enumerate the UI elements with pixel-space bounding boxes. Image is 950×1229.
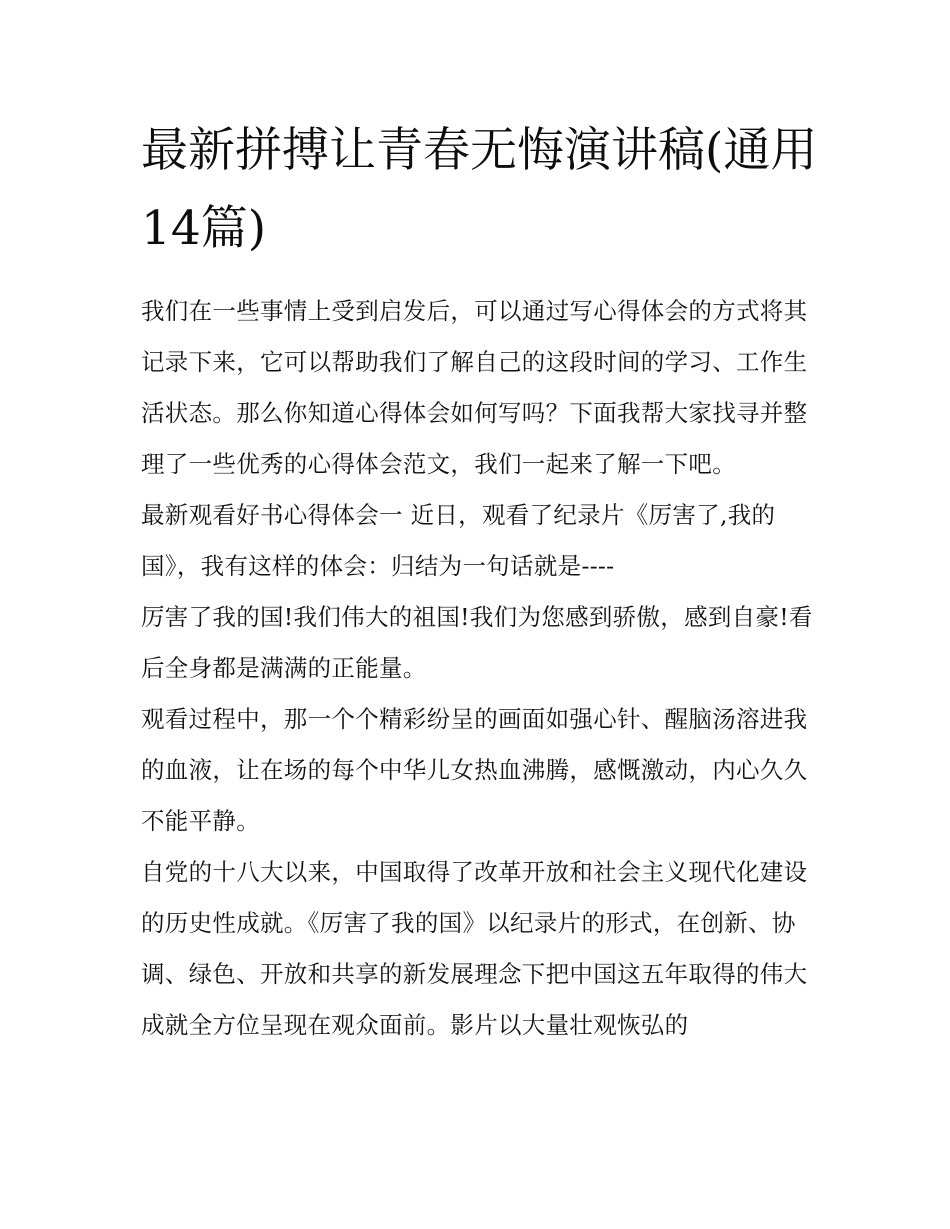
paragraph-opening: 最新观看好书心得体会一 近日，观看了纪录片《厉害了,我的国》，我有这样的体会：归结为一句话就是---- xyxy=(141,501,776,580)
document-title: 最新拼搏让青春无悔演讲稿(通用14篇) xyxy=(141,123,818,256)
document-body xyxy=(141,112,821,1051)
paragraph-viewing: 观看过程中，那一个个精彩纷呈的画面如强心针、醒脑汤溶进我的血液，让在场的每个中华儿女热血沸腾，感慨激动，内心久久不能平静。 xyxy=(141,705,808,835)
paragraph-achievements: 自党的十八大以来，中国取得了改革开放和社会主义现代化建设的历史性成就。《厉害了我的国》以纪录片的形式，在创新、协调、绿色、开放和共享的新发展理念下把中国这五年取得的伟大成就全方位呈现在观众面前。影片以大量壮观恢弘的 xyxy=(141,858,808,1039)
paragraph-exclamation: 厉害了我的国!我们伟大的祖国!我们为您感到骄傲，感到自豪!看后全身都是满满的正能量。 xyxy=(141,603,813,682)
paragraph-intro: 我们在一些事情上受到启发后，可以通过写心得体会的方式将其记录下来，它可以帮助我们了解自己的这段时间的学习、工作生活状态。那么你知道心得体会如何写吗？下面我帮大家找寻并整理了一些优秀的心得体会范文，我们一起来了解一下吧。 xyxy=(141,297,808,478)
